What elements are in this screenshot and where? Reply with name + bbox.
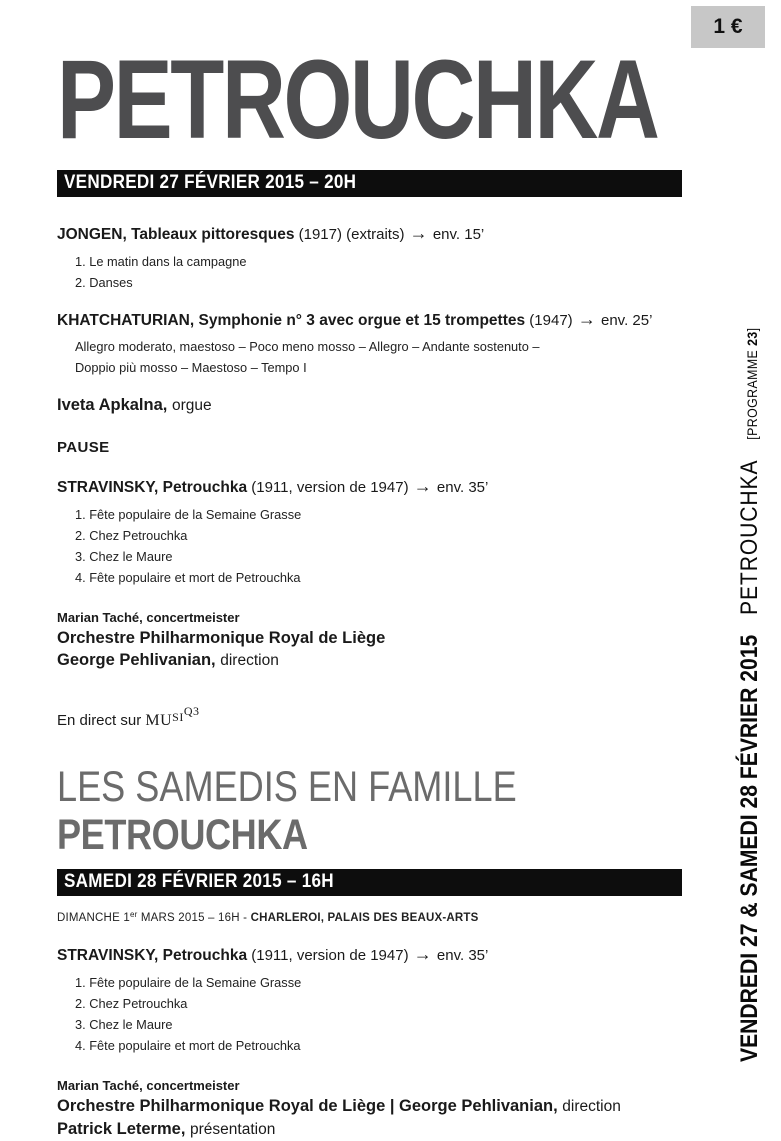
conductor-line [57,649,682,672]
work-details: (1917) (extraits) [298,225,405,243]
movement-item: 4. Fête populaire et mort de Petrouchka [75,569,301,585]
conductor-role: direction [220,651,279,669]
presenter-role: présentation [190,1120,276,1138]
movement-list-stravinsky-family [75,972,682,1056]
concertmeister-line: Marian Taché, concertmeister [57,1077,240,1093]
side-programme-close: ] [744,327,760,332]
work-details: (1911, version de 1947) [251,946,409,964]
orchestra-line: Orchestre Philharmonique Royal de Liège [57,628,386,647]
arrow-right-icon: → [413,475,432,496]
work-composer-title: STRAVINSKY, Petrouchka [57,478,248,496]
orchestra-conductor-line [57,1095,682,1118]
tempo-lines [75,336,682,378]
work-title-jongen [57,223,682,245]
side-programme-label: [PROGRAMME [744,349,760,440]
orchestra-conductor-names: Orchestre Philharmonique Royal de Liège | George Pehlivanian, [57,1096,558,1115]
saturday-date-banner [57,869,682,896]
work-title-stravinsky [57,476,682,498]
tempo-line: Doppio più mosso – Maestoso – Tempo I [75,359,307,375]
pause-label: PAUSE [57,438,110,456]
saturday-performers [57,1076,682,1141]
concertmeister-line: Marian Taché, concertmeister [57,609,240,625]
family-series-subtitle: LES SAMEDIS EN FAMILLE [57,762,517,811]
soloist-line [57,396,682,415]
work-title-stravinsky-family [57,944,682,966]
side-vertical-banner [736,327,767,1062]
movement-item: 2. Danses [75,274,133,290]
movement-list-stravinsky [75,504,682,588]
presenter-line [57,1118,682,1141]
movement-item: 1. Fête populaire de la Semaine Grasse [75,506,302,522]
broadcast-prefix: En direct sur [57,711,142,729]
work-composer-title: STRAVINSKY, Petrouchka [57,946,248,964]
work-duration: env. 35’ [436,946,489,964]
movement-list-jongen [75,251,682,293]
conductor-role: direction [562,1097,621,1115]
movement-item: 1. Fête populaire de la Semaine Grasse [75,974,302,990]
musiq3-logo [145,703,200,729]
price-tag [691,6,765,48]
musiq3-logo-si: SI [172,709,184,724]
musiq3-logo-q3: Q3 [183,703,200,718]
side-title-text: PETROUCHKA [736,459,763,616]
arrow-right-icon: → [413,943,432,964]
movement-item: 3. Chez le Maure [75,1016,173,1032]
movement-item: 1. Le matin dans la campagne [75,253,247,269]
work-details: (1947) [529,311,573,329]
page-title: PETROUCHKA [57,37,658,162]
conductor-name: George Pehlivanian, [57,650,216,669]
saturday-date-banner-text: SAMEDI 28 FÉVRIER 2015 – 16H [64,871,334,893]
work-composer-title: JONGEN, Tableaux pittoresques [57,225,295,243]
sunday-date-superscript: er [129,909,138,919]
work-details: (1911, version de 1947) [251,478,409,496]
work-composer-title: KHATCHATURIAN, Symphonie n° 3 avec orgue et 15 trompettes [57,311,526,329]
sunday-date-pre: DIMANCHE 1 [57,911,130,924]
movement-item: 3. Chez le Maure [75,548,173,564]
family-series-title: PETROUCHKA [57,810,308,859]
side-programme-number: 23 [744,331,760,346]
movement-item: 4. Fête populaire et mort de Petrouchka [75,1037,301,1053]
sunday-venue: CHARLEROI, PALAIS DES BEAUX-ARTS [250,911,479,924]
sunday-extra-date-line [57,910,682,924]
friday-performers [57,608,682,672]
friday-date-banner [57,170,682,197]
work-duration: env. 15’ [432,225,485,243]
soloist-name: Iveta Apkalna, [57,395,168,414]
musiq3-logo-mu: MU [145,711,173,729]
presenter-name: Patrick Leterme, [57,1119,186,1138]
friday-date-banner-text: VENDREDI 27 FÉVRIER 2015 – 20H [64,172,357,194]
arrow-right-icon: → [409,222,428,243]
work-duration: env. 35’ [436,478,489,496]
sunday-date-post: MARS 2015 – 16H - [140,911,248,924]
movement-item: 2. Chez Petrouchka [75,995,188,1011]
work-duration: env. 25’ [601,311,653,329]
programme-content [57,0,682,1141]
side-programme-text [744,327,760,439]
broadcast-line [57,704,682,730]
work-title-khatchaturian [57,309,682,331]
side-dates-text: VENDREDI 27 & SAMEDI 28 FÉVRIER 2015 [736,634,763,1062]
soloist-role: orgue [171,396,212,414]
arrow-right-icon: → [577,308,596,329]
movement-item: 2. Chez Petrouchka [75,527,188,543]
tempo-line: Allegro moderato, maestoso – Poco meno mosso – Allegro – Andante sostenuto – [75,338,540,354]
price-text: 1 € [713,15,743,38]
